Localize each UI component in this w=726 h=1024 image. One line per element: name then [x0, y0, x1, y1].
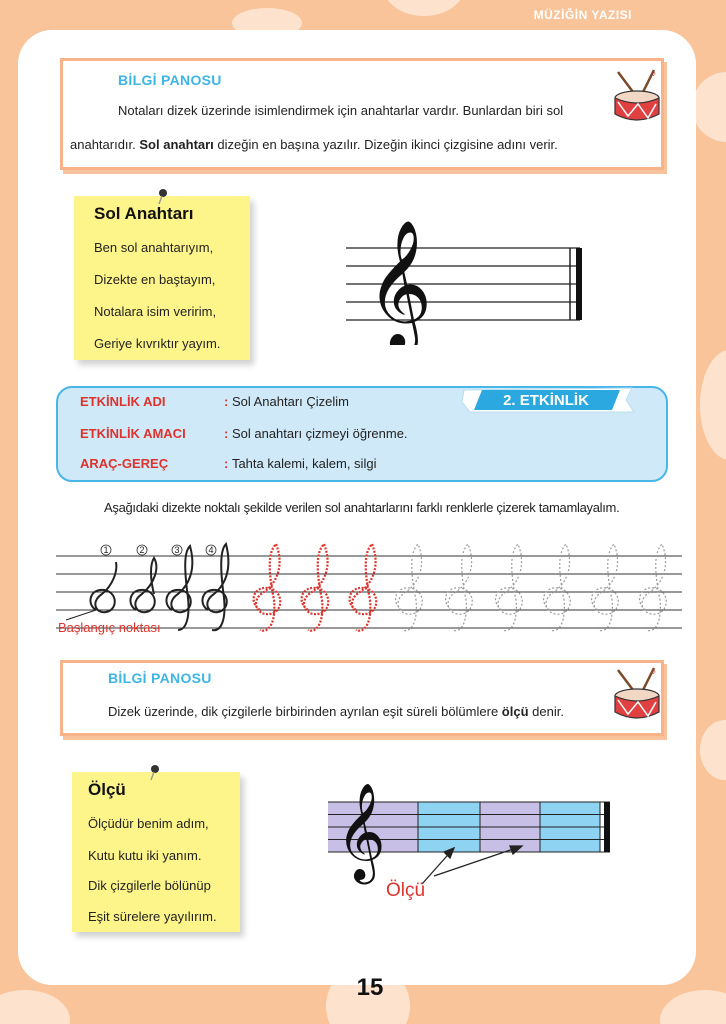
- clef-dotted: [640, 544, 667, 631]
- clef-dotted: [544, 544, 571, 631]
- clef-step-2: [130, 558, 156, 612]
- instruction-text: Aşağıdaki dizekte noktalı şekilde verilen sol anahtarlarını farklı renklerle çizerek tamamlayalım.: [104, 500, 620, 515]
- header-title: MÜZİĞİN YAZISI: [533, 8, 632, 22]
- activity-value: Sol anahtarı çizmeyi öğrenme.: [231, 426, 408, 441]
- sticky-note-line: Dik çizgilerle bölünüp: [88, 878, 211, 893]
- info2-pre: Dizek üzerinde, dik çizgilerle birbirinden ayrılan eşit süreli bölümlere: [108, 704, 502, 719]
- drum-icon: [608, 664, 666, 724]
- clef-red-1: [254, 544, 281, 631]
- bg-blob: [692, 72, 726, 142]
- info-board-1-line2: [70, 130, 630, 160]
- bg-blob: [700, 350, 726, 460]
- step-number: 1: [103, 545, 109, 555]
- activity-key: ARAÇ-GEREÇ: [80, 456, 169, 471]
- activity-value: Sol Anahtarı Çizelim: [231, 394, 350, 409]
- activity-badge-label: 2. ETKİNLİK: [503, 392, 589, 409]
- push-pin-icon: [156, 188, 170, 206]
- treble-clef-icon: 𝄞: [336, 784, 386, 878]
- push-pin-icon: [148, 764, 162, 782]
- measure-label: Ölçü: [386, 880, 426, 901]
- sticky-note-line: Ben sol anahtarıyım,: [94, 240, 214, 255]
- sticky-note-line: Dizekte en baştayım,: [94, 272, 216, 287]
- info-board-2-text: [108, 698, 564, 726]
- sticky-note-line: Notalara isim veririm,: [94, 304, 217, 319]
- info-line2-pre: anahtarıdır.: [70, 137, 140, 152]
- step-number: 3: [174, 545, 180, 555]
- clef-step-4: [202, 544, 228, 630]
- clef-red-2: [302, 544, 329, 631]
- sticky-note-line: Geriye kıvrıktır yayım.: [94, 336, 221, 351]
- sticky-note-title: Sol Anahtarı: [94, 204, 194, 223]
- staff-with-treble-clef: [340, 210, 590, 345]
- info-board-1-line1: Notaları dizek üzerinde isimlendirmek için anahtarlar vardır. Bunlardan biri sol: [118, 103, 564, 118]
- clef-dotted: [496, 544, 523, 631]
- drum-icon: [608, 66, 666, 126]
- svg-text:♪: ♪: [652, 69, 656, 78]
- activity-row-goal: ETKİNLİK AMACI : Sol anahtarı çizmeyi öğrenme.: [80, 426, 408, 441]
- step-number: 2: [139, 545, 145, 555]
- info2-post: denir.: [528, 704, 564, 719]
- info2-bold: ölçü: [501, 704, 529, 719]
- activity-key: ETKİNLİK AMACI: [80, 426, 186, 441]
- sticky-note-olcu: [72, 772, 240, 932]
- clef-step-1: [90, 562, 116, 612]
- bg-blob: [384, 0, 464, 16]
- clef-step-3: [166, 546, 192, 630]
- activity-row-name: ETKİNLİK ADI : Sol Anahtarı Çizelim: [80, 394, 350, 409]
- sticky-note-title: Ölçü: [88, 780, 126, 799]
- page-number: 15: [356, 974, 384, 1001]
- clef-red-3: [350, 544, 377, 631]
- activity-badge: [460, 386, 636, 414]
- info-board-2-title: BİLGİ PANOSU: [108, 670, 212, 686]
- treble-clef-icon: 𝄞: [366, 221, 433, 345]
- activity-key: ETKİNLİK ADI: [80, 394, 166, 409]
- clef-dotted: [592, 544, 619, 631]
- sticky-note-line: Kutu kutu iki yanım.: [88, 848, 202, 863]
- sticky-note-sol-anahtari: [74, 196, 250, 360]
- info-line2-bold: Sol anahtarı: [139, 137, 214, 152]
- step-number: 4: [208, 545, 214, 555]
- info-board-1-text: [70, 96, 630, 160]
- activity-row-materials: ARAÇ-GEREÇ : Tahta kalemi, kalem, silgi: [80, 456, 377, 471]
- measure-staff: [326, 776, 616, 906]
- bg-blob: [660, 990, 726, 1024]
- clef-dotted: [396, 544, 423, 631]
- clef-dotted: [446, 544, 473, 631]
- bg-blob: [700, 720, 726, 780]
- bg-blob: [0, 990, 70, 1024]
- activity-value: Tahta kalemi, kalem, silgi: [231, 456, 377, 471]
- sticky-note-line: Ölçüdür benim adım,: [88, 816, 209, 831]
- start-point-label: Başlangıç noktası: [58, 620, 161, 635]
- sticky-note-line: Eşit sürelere yayılırım.: [88, 909, 217, 924]
- info-board-1-title: BİLGİ PANOSU: [118, 72, 222, 88]
- info-line2-post: dizeğin en başına yazılır. Dizeğin ikinci çizgisine adını verir.: [213, 137, 558, 152]
- svg-text:♪: ♪: [652, 667, 656, 676]
